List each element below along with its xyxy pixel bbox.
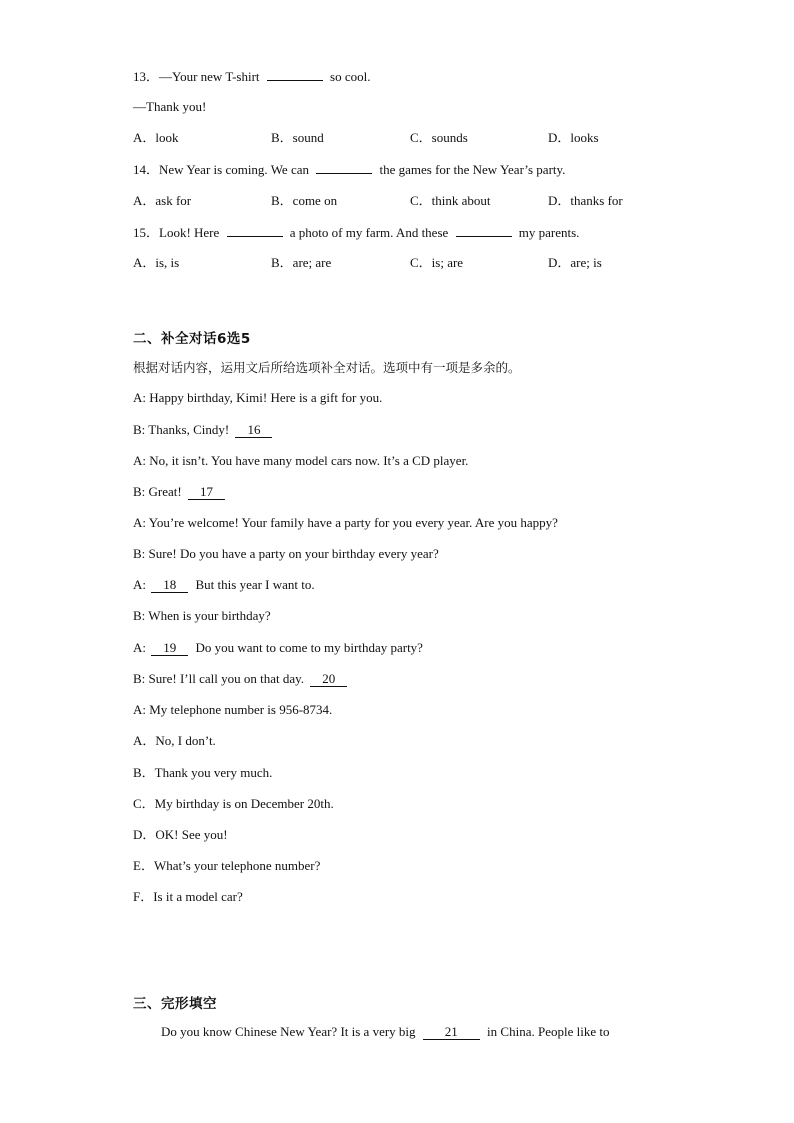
dialogue-7-speaker: A: — [133, 577, 146, 592]
q13-option-b: B．sound — [271, 130, 324, 145]
blank-19: 19 — [151, 641, 188, 656]
q15-blank-1 — [227, 224, 283, 237]
dialogue-line-1: A: Happy birthday, Kimi! Here is a gift for you. — [133, 390, 383, 405]
dialogue-line-6: B: Sure! Do you have a party on your birthday every year? — [133, 546, 439, 561]
dialogue-line-7 — [133, 577, 315, 593]
blank-20: 20 — [310, 672, 347, 687]
blank-16: 16 — [235, 423, 272, 438]
q15-blank-2 — [456, 224, 512, 237]
dialogue-line-4 — [133, 484, 225, 500]
q14-stem-start: 14．New Year is coming. We can — [133, 162, 309, 177]
choice-c: C．My birthday is on December 20th. — [133, 796, 334, 811]
question-15 — [133, 224, 579, 241]
q14-stem-end: the games for the New Year’s party. — [379, 162, 566, 177]
blank-21: 21 — [423, 1025, 480, 1040]
choice-e: E．What’s your telephone number? — [133, 858, 321, 873]
dialogue-line-11: A: My telephone number is 956-8734. — [133, 702, 333, 717]
choice-b: B．Thank you very much. — [133, 765, 273, 780]
q15-stem-middle: a photo of my farm. And these — [289, 225, 449, 240]
q13-option-c: C．sounds — [410, 130, 468, 145]
cloze-text-end: in China. People like to — [487, 1024, 610, 1039]
dialogue-line-3: A: No, it isn’t. You have many model cars now. It’s a CD player. — [133, 453, 469, 468]
section-3-title: 三、完形填空 — [133, 996, 217, 1012]
choice-f: F．Is it a model car? — [133, 889, 243, 904]
dialogue-9-speaker: A: — [133, 640, 146, 655]
question-13 — [133, 68, 370, 85]
q13-stem-start: 13．—Your new T-shirt — [133, 69, 260, 84]
q15-option-b: B．are; are — [271, 255, 332, 270]
q13-blank — [267, 68, 323, 81]
dialogue-2-text: B: Thanks, Cindy! — [133, 422, 230, 437]
blank-17: 17 — [188, 485, 225, 500]
q14-option-c: C．think about — [410, 193, 491, 208]
dialogue-line-8: B: When is your birthday? — [133, 608, 271, 623]
dialogue-line-9 — [133, 640, 423, 656]
q15-stem-end: my parents. — [518, 225, 580, 240]
q13-stem-end: so cool. — [330, 69, 371, 84]
choice-a: A．No, I don’t. — [133, 733, 216, 748]
q13-option-a: A．look — [133, 130, 179, 145]
q13-option-d: D．looks — [548, 130, 599, 145]
dialogue-line-5: A: You’re welcome! Your family have a party for you every year. Are you happy? — [133, 515, 558, 530]
dialogue-line-10 — [133, 671, 347, 687]
dialogue-line-2 — [133, 422, 272, 438]
cloze-text-start: Do you know Chinese New Year? It is a very big — [161, 1024, 416, 1039]
dialogue-9-text: Do you want to come to my birthday party? — [195, 640, 423, 655]
dialogue-7-text: But this year I want to. — [195, 577, 315, 592]
question-14 — [133, 161, 565, 178]
q15-option-d: D．are; is — [548, 255, 602, 270]
q15-stem-start: 15．Look! Here — [133, 225, 220, 240]
q14-blank — [316, 161, 372, 174]
q14-option-d: D．thanks for — [548, 193, 623, 208]
choice-d: D．OK! See you! — [133, 827, 228, 842]
q15-option-c: C．is; are — [410, 255, 464, 270]
q13-reply: —Thank you! — [133, 99, 207, 114]
q14-option-a: A．ask for — [133, 193, 192, 208]
dialogue-4-text: B: Great! — [133, 484, 182, 499]
blank-18: 18 — [151, 578, 188, 593]
section-2-title: 二、补全对话6选5 — [133, 331, 251, 347]
q15-option-a: A．is, is — [133, 255, 180, 270]
q14-option-b: B．come on — [271, 193, 338, 208]
dialogue-10-text: B: Sure! I’ll call you on that day. — [133, 671, 305, 686]
cloze-line-1 — [161, 1024, 609, 1040]
section-2-instruction: 根据对话内容，运用文后所给选项补全对话。选项中有一项是多余的。 — [133, 360, 521, 375]
